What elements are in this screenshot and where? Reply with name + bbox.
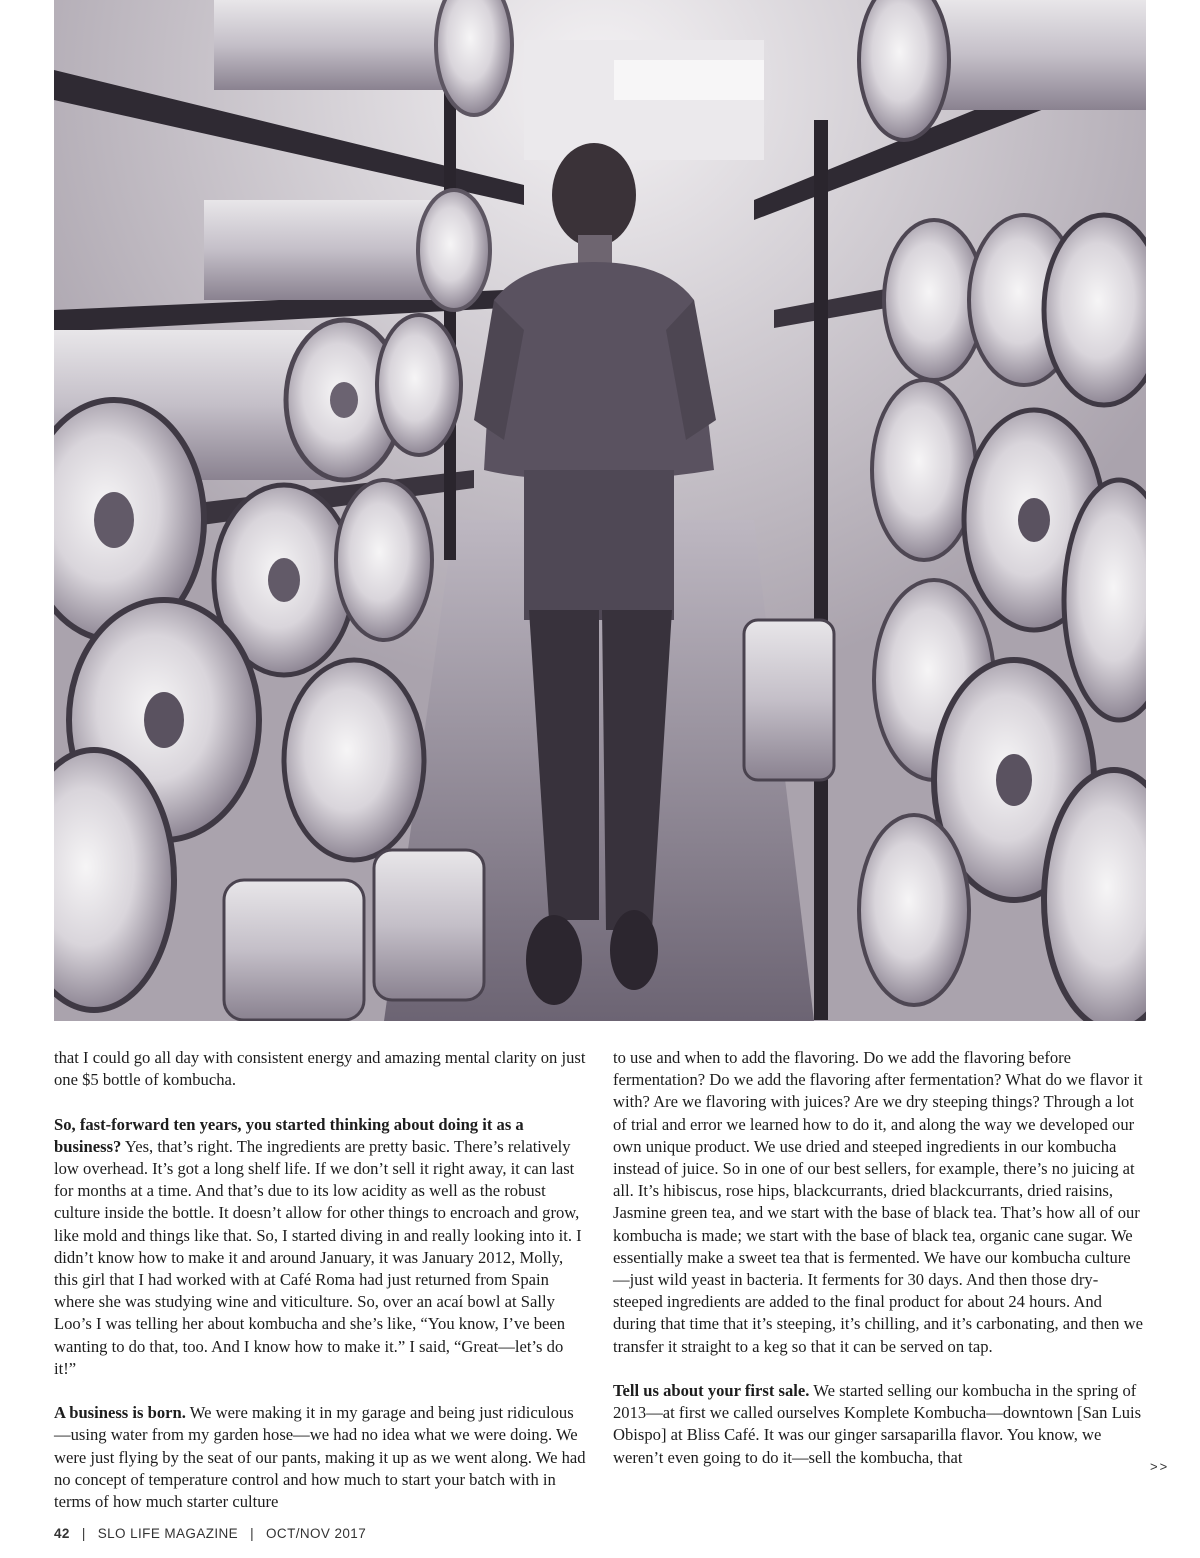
- paragraph-lead: So, fast-forward ten years, you started thinking about doing it as a business?: [54, 1114, 524, 1156]
- paragraph-body: We started selling our kombucha in the spring of 2013—at first we called ourselves Komplete Kombucha—downtown [San Luis Obispo] at Bliss Café. It was our ginger sarsaparilla flavor. You know, we weren’t even going to do it—sell the kombucha, that: [613, 1381, 1142, 1467]
- paragraph: [54, 1114, 586, 1380]
- keg-room-illustration: [54, 0, 1146, 1021]
- paragraph-lead: Tell us about your first sale.: [613, 1381, 810, 1401]
- article-column-right: [613, 1047, 1145, 1469]
- footer-separator: |: [81, 1526, 86, 1541]
- paragraph-body: Yes, that’s right. The ingredients are pretty basic. There’s relatively low overhead. It’s got a long shelf life. If we don’t sell it right away, it can last for months at a time. And that’s due to its low acidity as well as the robust culture inside the bottle. It doesn’t allow for other things to encroach and grow, like mold and things like that. So, I started diving in and really looking into it. I didn’t know how to make it and around January, it was January 2012, Molly, this girl that I had worked with at Café Roma had just returned from Spain where she was studying wine and viticulture. So, over an acaí bowl at Sally Loo’s I was telling her about kombucha and she’s like, “You know, I’ve been wanting to do that, too. And I know how to make it.” I said, “Great—let’s do it!”: [54, 1136, 582, 1378]
- page-number: 42: [54, 1526, 70, 1541]
- paragraph-body: that I could go all day with consistent energy and amazing mental clarity on just one $5 bottle of kombucha.: [54, 1048, 586, 1090]
- page-footer: [54, 1526, 366, 1541]
- paragraph: [613, 1380, 1145, 1469]
- paragraph-lead: A business is born.: [54, 1403, 186, 1423]
- magazine-name: SLO LIFE MAGAZINE: [97, 1526, 239, 1541]
- paragraph: [54, 1047, 586, 1091]
- paragraph-body: We were making it in my garage and being just ridiculous—using water from my garden hose—we had no idea what we were doing. We were just flying by the seat of our pants, making it up as we went along. We had no concept of temperature control and how much to start your batch with in terms of how much starter culture: [54, 1403, 586, 1512]
- paragraph-body: to use and when to add the flavoring. Do we add the flavoring before fermentation? Do we add the flavoring after fermentation? What do we flavor it with? Are we flavoring with juices? Are we dry steeping things? Through a lot of trial and error we learned how to do it, and along the way we developed our own unique product. We use dried and steeped ingredients in our kombucha instead of juice. So in one of our best sellers, for example, there’s no juicing at all. It’s hibiscus, rose hips, blackcurrants, dried blackcurrants, dried raisins, Jasmine green tea, and we start with the base of black tea. That’s how all of our kombucha is made; we start with the base of black tea, organic cane sugar. We essentially make a sweet tea that is fermented. We have our kombucha culture—just wild yeast in bacteria. It ferments for 30 days. And then those dry-steeped ingredients are added to the final product for about 24 hours. And during that time that it’s steeping, it’s chilling, and it’s carbonating, and then we transfer it straight to a keg so that it can be served on tap.: [613, 1048, 1143, 1356]
- paragraph: [613, 1047, 1145, 1358]
- article-column-left: [54, 1047, 586, 1513]
- paragraph: [54, 1402, 586, 1513]
- footer-separator: |: [250, 1526, 255, 1541]
- continue-marker: >>: [1150, 1459, 1170, 1474]
- issue-date: OCT/NOV 2017: [266, 1526, 367, 1541]
- article-photo: [54, 0, 1146, 1021]
